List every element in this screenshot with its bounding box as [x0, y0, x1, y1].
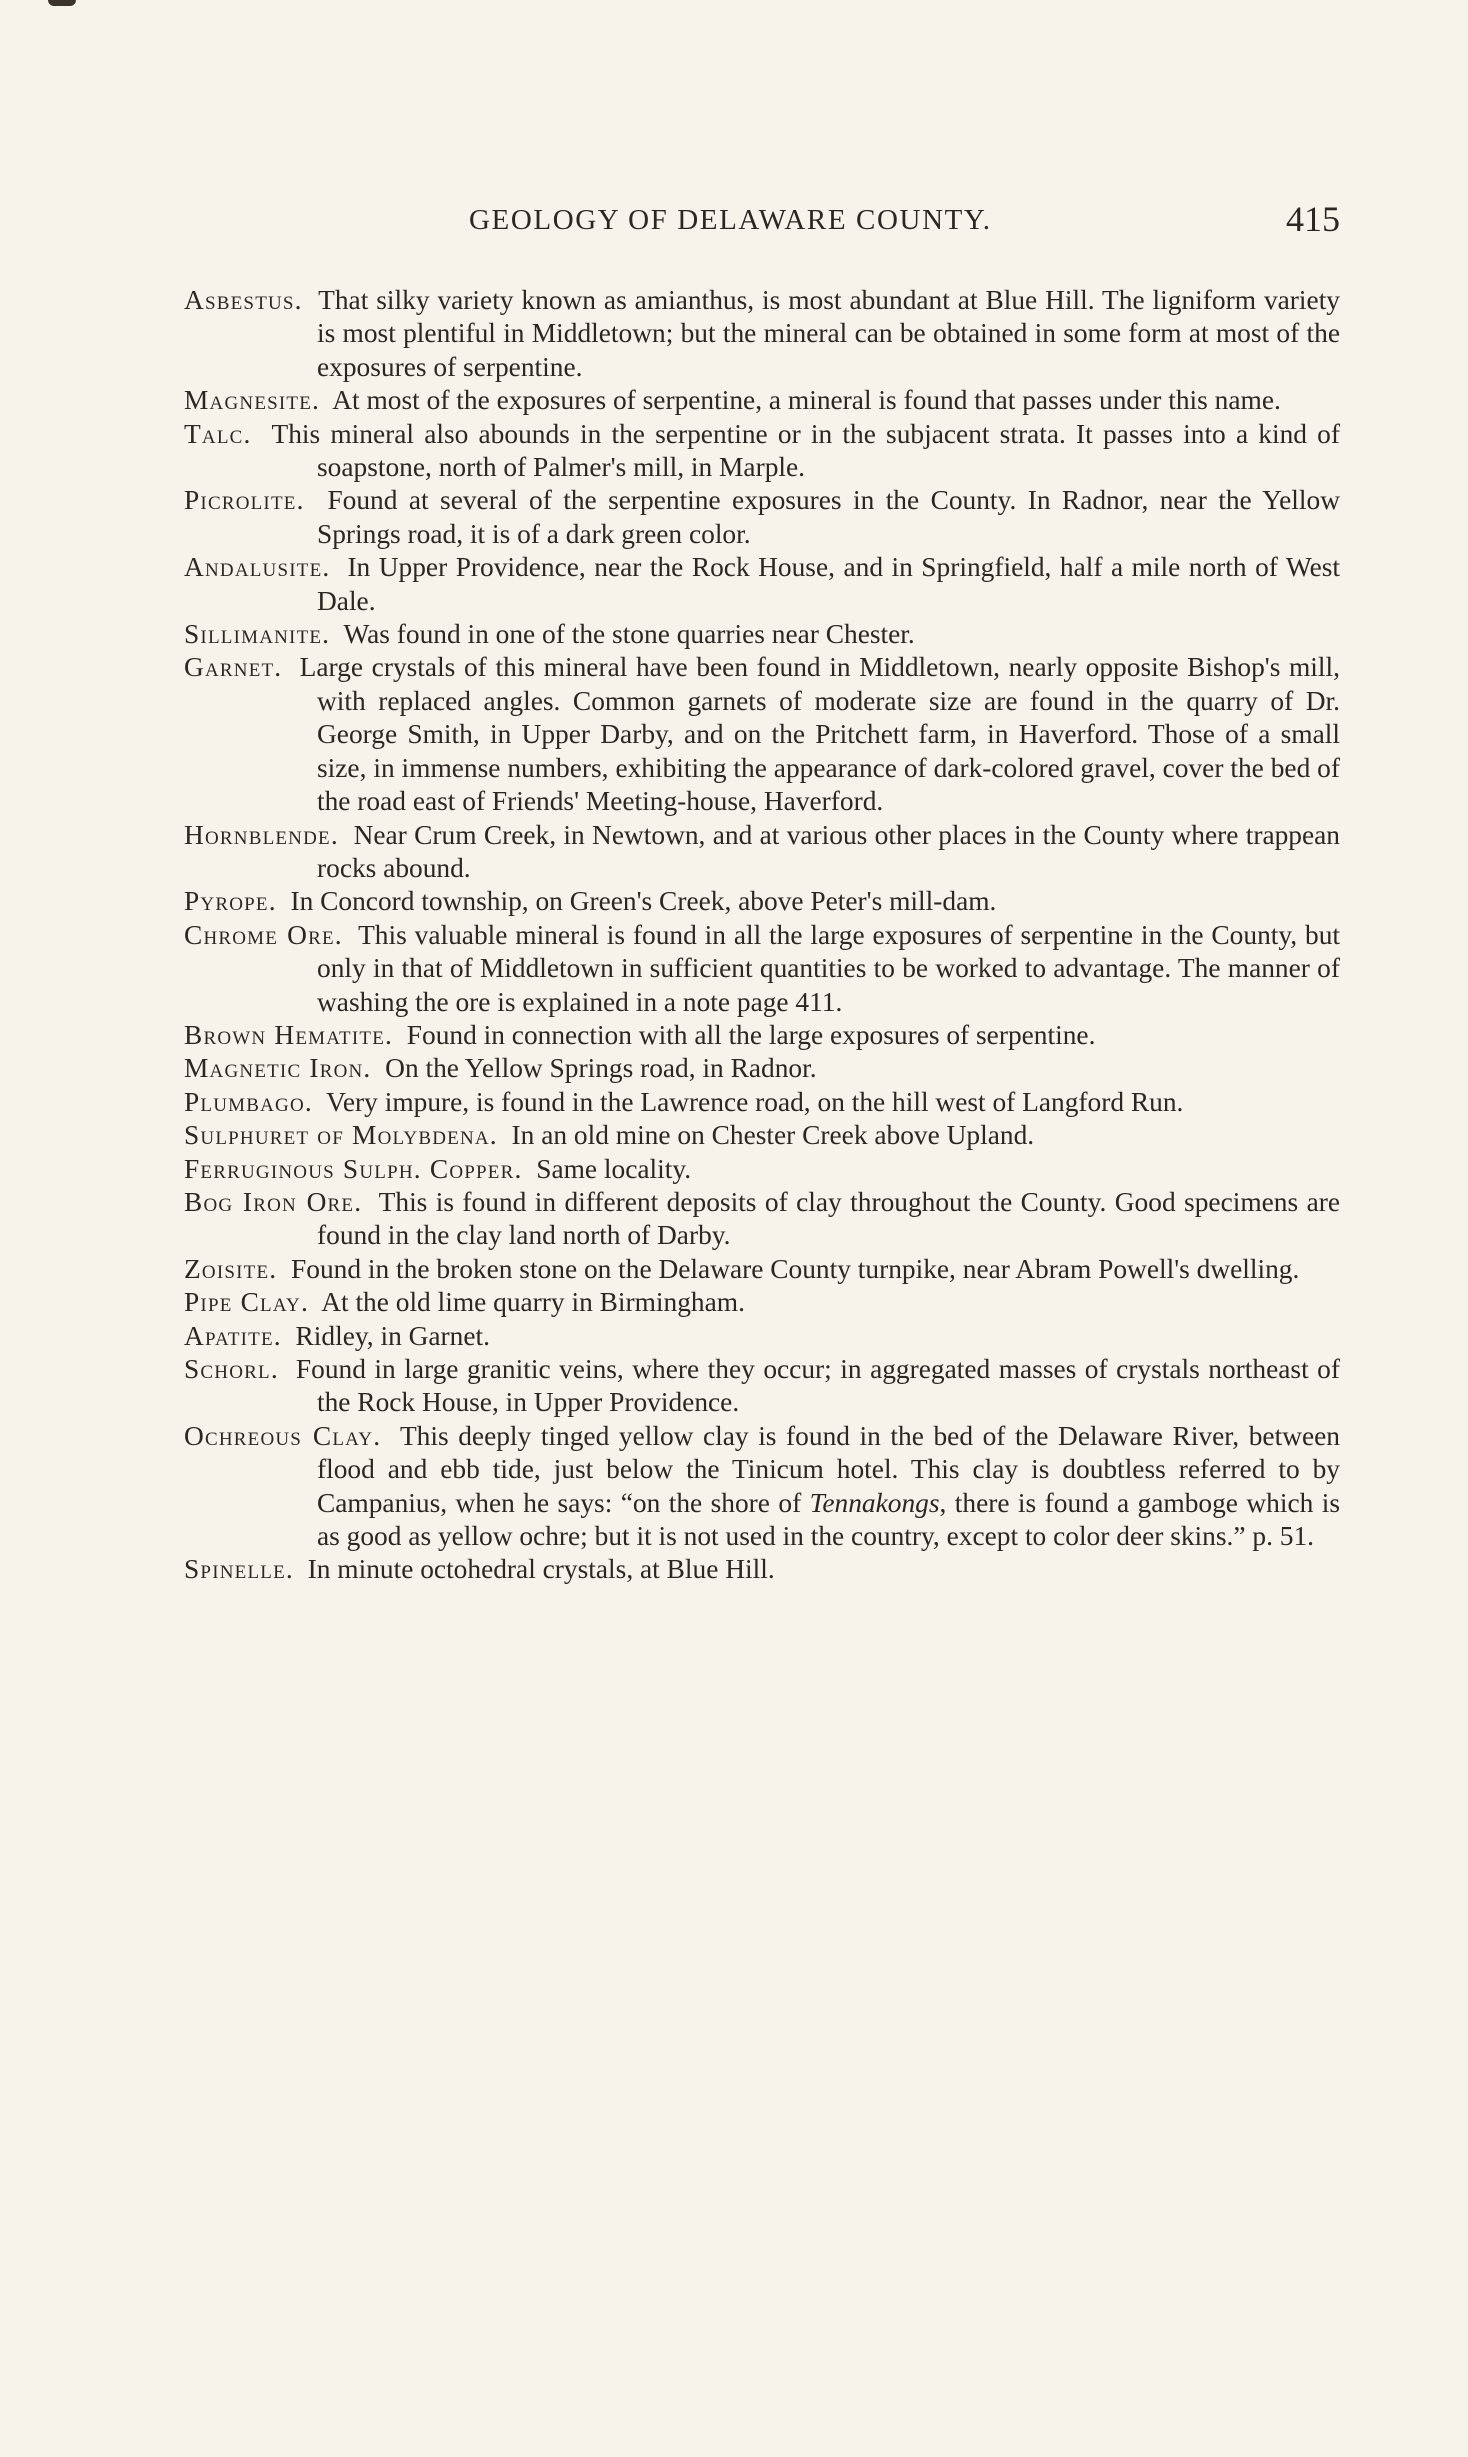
entry-term: Schorl. [184, 1354, 279, 1384]
entry-term: Spinelle. [184, 1554, 294, 1585]
entry-desc: Found in the broken stone on the Delaware County turnpike, near Abram Powell's dwelling. [291, 1253, 1300, 1284]
entry-sulphuret-of-molybdena [184, 1119, 1340, 1152]
entry-hornblende [184, 819, 1340, 886]
entry-desc: In Upper Providence, near the Rock House, and in Springfield, half a mile north of West Dale. [317, 552, 1341, 616]
entry-zoisite [184, 1253, 1340, 1286]
entry-ochreous-clay [184, 1420, 1340, 1554]
entry-magnetic-iron [184, 1052, 1340, 1085]
entry-spinelle [184, 1553, 1340, 1586]
entry-desc: Same locality. [536, 1153, 692, 1184]
quote-end: , there is found a gamboge which is as good as yellow ochre; but it is not used in the country, except to color deer skins.” p. 51. [317, 1487, 1340, 1552]
entry-bog-iron-ore [184, 1186, 1340, 1253]
page-number: 415 [1286, 199, 1340, 239]
entry-term: Asbestus. [184, 285, 303, 315]
entry-sillimanite [184, 618, 1340, 651]
entry-asbestus [184, 284, 1340, 384]
quote-start: “on the shore of [620, 1487, 810, 1518]
entry-term: Picrolite. [184, 485, 305, 516]
entry-desc: Found in large granitic veins, where they occur; in aggregated masses of crystals northeast of the Rock House, in Upper Providence. [295, 1354, 1340, 1418]
entry-term: Brown Hematite. [184, 1019, 394, 1050]
entry-pyrope [184, 885, 1340, 918]
entry-term: Ferruginous Sulph. Copper. [184, 1153, 523, 1184]
entry-desc: Was found in one of the stone quarries near Chester. [343, 619, 915, 650]
entry-desc-text: This deeply tinged yellow clay is found in the bed of the Delaware River, between flood and ebb tide, just below the Tinicum hotel. This clay is doubtless referred to by Campanius, when he says: [317, 1420, 1340, 1518]
entry-term: Plumbago. [184, 1086, 313, 1117]
entry-garnet [184, 651, 1340, 818]
entry-desc: Very impure, is found in the Lawrence road, on the hill west of Langford Run. [326, 1086, 1184, 1117]
entry-term: Sillimanite. [184, 619, 331, 650]
entry-term: Pipe Clay. [184, 1287, 310, 1318]
entry-term: Zoisite. [184, 1253, 278, 1284]
entry-schorl [184, 1353, 1340, 1420]
entry-pipe-clay [184, 1286, 1340, 1319]
entry-desc [317, 1421, 1340, 1551]
entry-desc: Ridley, in Garnet. [295, 1320, 490, 1351]
entry-term: Magnesite. [184, 385, 321, 416]
entry-desc: In an old mine on Chester Creek above Upland. [511, 1120, 1035, 1151]
entry-term: Ochreous Clay. [184, 1420, 382, 1451]
entry-desc: That silky variety known as amianthus, is most abundant at Blue Hill. The ligniform variety is most plentiful in Middletown; but the mineral can be obtained in some form at most of the exposures of serpentine. [317, 285, 1341, 382]
entry-desc: Large crystals of this mineral have been found in Middletown, nearly opposite Bishop's mill, with replaced angles. Common garnets of moderate size are found in the quarry of Dr. George Smith, in Upper Darby, and on the Pritchett farm, in Haverford. Those of a small size, in immense numbers, exhibiting the appearance of dark-colored gravel, cover the bed of the road east of Friends' Meeting-house, Haverford. [299, 652, 1340, 817]
mineral-list [184, 284, 1340, 1587]
entry-desc: On the Yellow Springs road, in Radnor. [385, 1053, 817, 1084]
ink-speck [48, 0, 76, 6]
running-title: GEOLOGY OF DELAWARE COUNTY. [469, 204, 992, 236]
entry-chrome-ore [184, 919, 1340, 1019]
running-head [180, 198, 1340, 248]
entry-desc: Found in connection with all the large exposures of serpentine. [406, 1019, 1096, 1050]
entry-term: Sulphuret of Molybdena. [184, 1120, 498, 1151]
entry-term: Pyrope. [184, 886, 277, 917]
entry-brown-hematite [184, 1019, 1340, 1052]
entry-desc: At most of the exposures of serpentine, a mineral is found that passes under this name. [332, 385, 1281, 416]
entry-apatite [184, 1320, 1340, 1353]
entry-talc [184, 418, 1340, 485]
entry-picrolite [184, 484, 1340, 551]
entry-plumbago [184, 1086, 1340, 1119]
entry-term: Andalusite. [184, 552, 331, 583]
entry-term: Talc. [184, 418, 252, 449]
entry-andalusite [184, 551, 1340, 618]
entry-ferruginous-sulph-copper [184, 1153, 1340, 1186]
entry-desc: In minute octohedral crystals, at Blue Hill. [307, 1554, 775, 1585]
entry-desc: This mineral also abounds in the serpentine or in the subjacent strata. It passes into a kind of soapstone, north of Palmer's mill, in Marple. [271, 418, 1340, 483]
entry-desc: At the old lime quarry in Birmingham. [321, 1287, 745, 1318]
quote-place-name: Tennakongs [809, 1487, 940, 1518]
entry-term: Hornblende. [184, 819, 339, 850]
entry-term: Garnet. [184, 652, 283, 683]
entry-desc: This valuable mineral is found in all the large exposures of serpentine in the County, but only in that of Middletown in sufficient quantities to be worked to advantage. The manner of washing the ore is explained in a note page 411. [317, 919, 1340, 1017]
entry-desc: In Concord township, on Green's Creek, above Peter's mill-dam. [290, 886, 997, 917]
entry-desc: Found at several of the serpentine exposures in the County. In Radnor, near the Yellow Springs road, it is of a dark green color. [317, 485, 1340, 549]
entry-term: Chrome Ore. [184, 919, 343, 950]
entry-magnesite [184, 384, 1340, 417]
entry-term: Magnetic Iron. [184, 1053, 372, 1084]
entry-term: Bog Iron Ore. [184, 1186, 363, 1217]
entry-desc: This is found in different deposits of clay throughout the County. Good specimens are found in the clay land north of Darby. [317, 1186, 1341, 1251]
entry-term: Apatite. [184, 1320, 282, 1351]
entry-desc: Near Crum Creek, in Newtown, and at various other places in the County where trappean rocks abound. [317, 819, 1340, 883]
